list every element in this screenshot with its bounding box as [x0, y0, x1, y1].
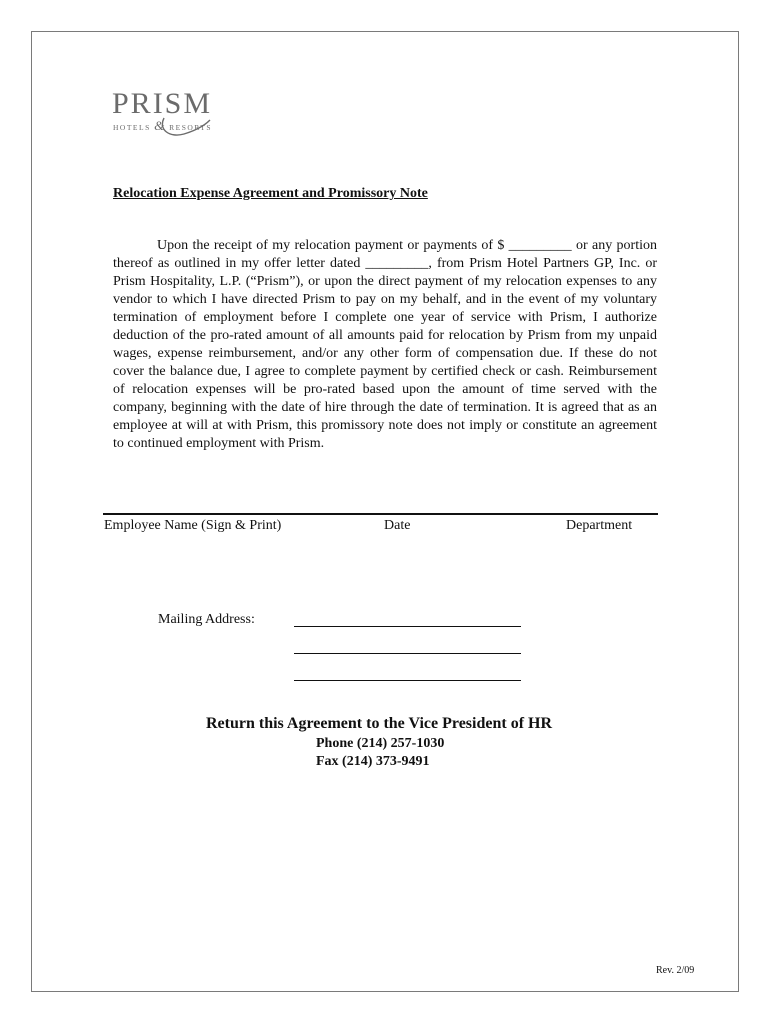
hr-fax: Fax (214) 373-9491 — [316, 754, 430, 769]
address-line-2[interactable] — [294, 653, 521, 654]
logo-tagline-right: RESORTS — [169, 123, 213, 132]
hr-phone: Phone (214) 257-1030 — [316, 736, 445, 751]
logo-tagline-left: HOTELS — [113, 123, 151, 132]
revision-note: Rev. 2/09 — [656, 965, 695, 976]
page-border — [31, 31, 739, 992]
signature-line — [103, 513, 658, 515]
logo-swoosh-icon — [112, 88, 232, 148]
logo-tagline-amp: & — [154, 118, 166, 133]
address-line-3[interactable] — [294, 680, 521, 681]
date-label: Date — [384, 518, 411, 533]
logo-wordmark: PRISM — [112, 87, 213, 120]
return-instructions: Return this Agreement to the Vice President of HR — [206, 715, 553, 732]
address-line-1[interactable] — [294, 626, 521, 627]
employee-name-label: Employee Name (Sign & Print) — [104, 518, 282, 533]
agreement-body: Upon the receipt of my relocation payment or payments of $ _________ or any portion thereof as outlined in my offer letter dated _________, from Prism Hotel Partners GP, Inc. or Prism Hospitality, L.P. (“Prism”), or upon the direct payment of my relocation expenses to any vendor to which I have directed Prism to pay on my behalf, and in the event of my voluntary termination of employment before I complete one year of service with Prism, I authorize deduction of the pro-rated amount of all amounts paid for relocation by Prism from my unpaid wages, expense reimbursement, and/or any other form of compensation due. If these do not cover the balance due, I agree to complete payment by certified check or cash. Reimbursement of relocation expenses will be pro-rated based upon the amount of time served with the company, beginning with the date of hire through the date of termination. It is agreed that as an employee at will at with Prism, this promissory note does not imply or constitute an agreement to continued employment with Prism. — [113, 238, 657, 451]
document-title: Relocation Expense Agreement and Promissory Note — [113, 186, 428, 201]
prism-logo — [112, 88, 232, 148]
department-label: Department — [566, 518, 633, 533]
mailing-address-label: Mailing Address: — [158, 612, 255, 627]
